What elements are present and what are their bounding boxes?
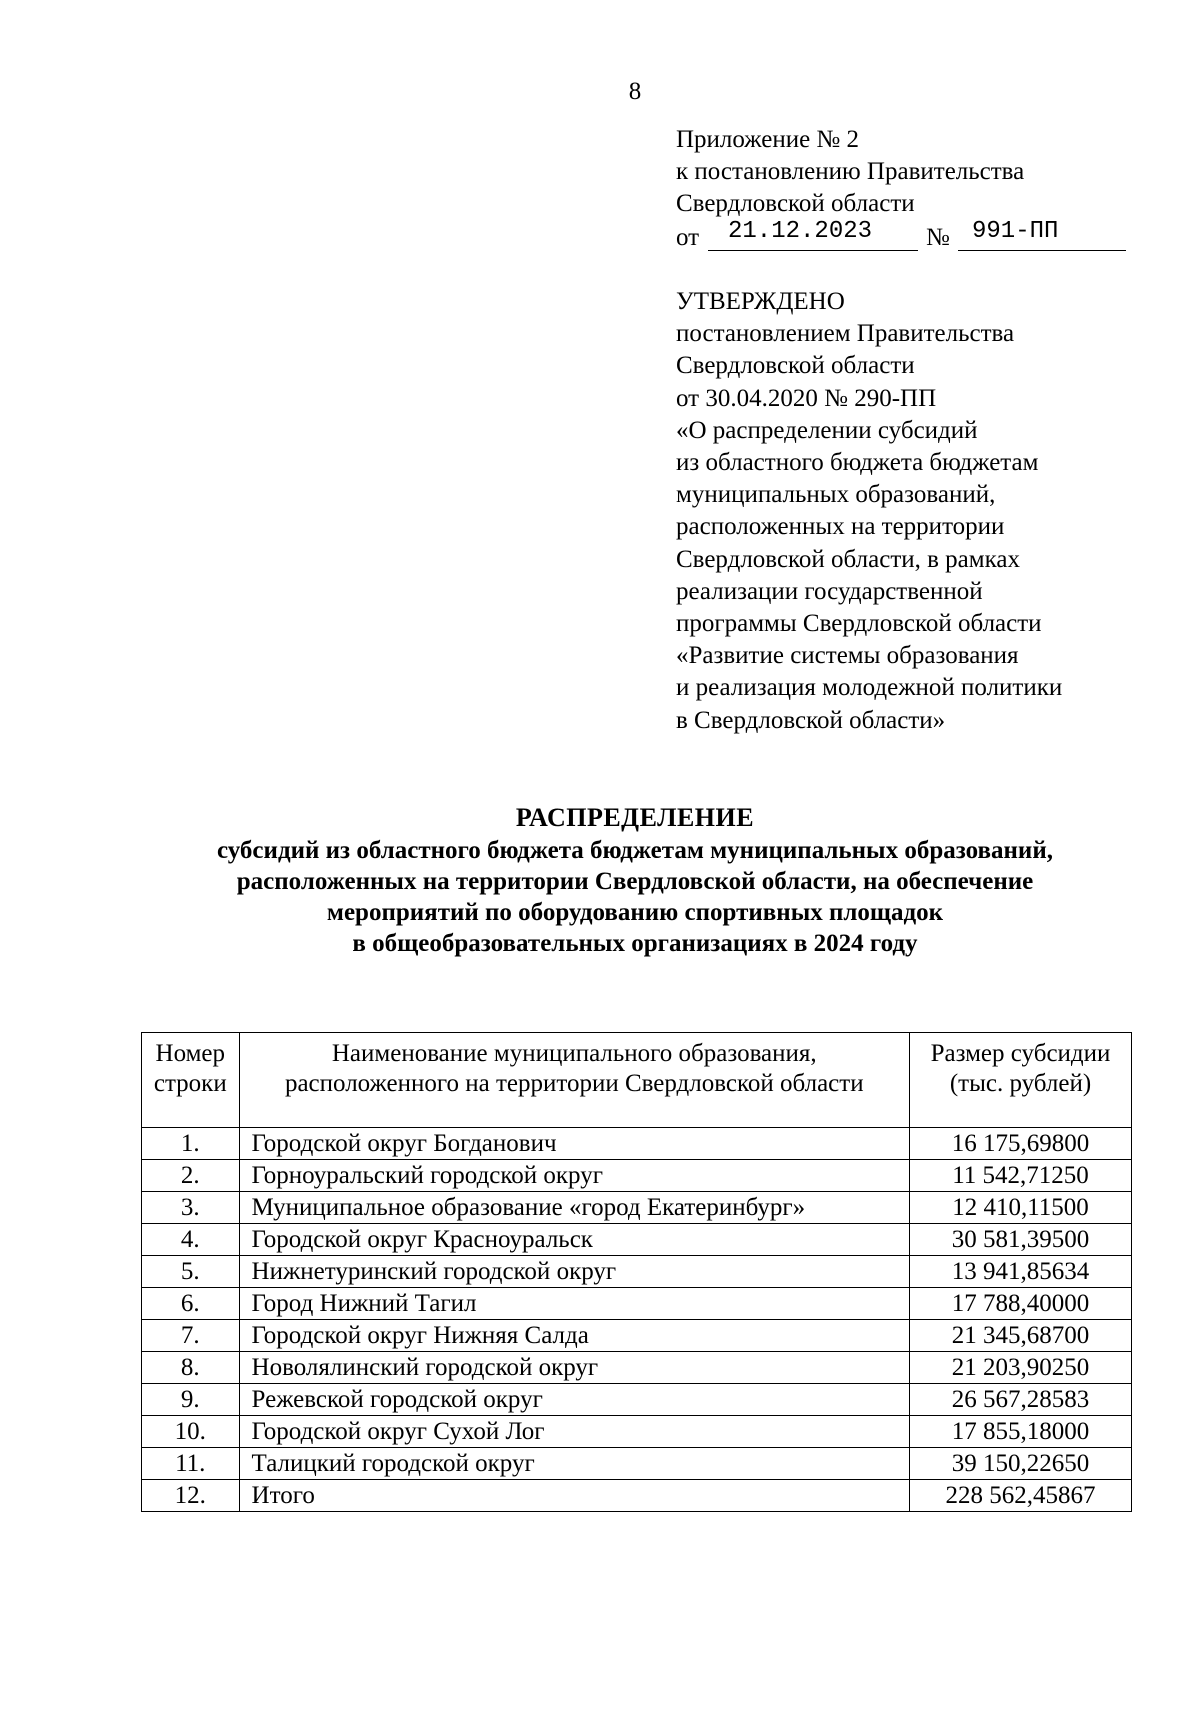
row-amount: 228 562,45867 [910,1480,1132,1512]
row-amount: 21 345,68700 [910,1320,1132,1352]
row-amount: 11 542,71250 [910,1160,1132,1192]
header-text: Номер [155,1040,226,1067]
row-num: 5. [142,1256,240,1288]
table-row [142,1384,1132,1416]
page-number: 8 [628,78,642,105]
document-title [0,802,1200,959]
approved-line: расположенных на территории [676,513,1005,541]
row-name: Режевской городской округ [239,1384,909,1416]
row-name: Новолялинский городской округ [239,1352,909,1384]
approved-line: муниципальных образований, [676,481,996,509]
row-amount: 17 855,18000 [910,1416,1132,1448]
approved-line: Свердловской области, в рамках [676,545,1020,573]
number-value: 991-ПП [972,218,1059,245]
date-field [708,220,918,251]
row-num: 8. [142,1352,240,1384]
header-text: (тыс. рублей) [949,1070,1092,1097]
table-header-row [142,1033,1132,1128]
row-name: Городской округ Нижняя Салда [239,1320,909,1352]
table-row [142,1224,1132,1256]
table-row [142,1192,1132,1224]
title-line: мероприятий по оборудованию спортивных площадок [326,899,944,926]
approved-line: «Развитие системы образования [676,642,1019,670]
approved-line: УТВЕРЖДЕНО [676,288,845,315]
number-field [958,220,1126,251]
table-row [142,1352,1132,1384]
title-heading: РАСПРЕДЕЛЕНИЕ [515,803,755,832]
row-num: 1. [142,1128,240,1160]
table-row [142,1416,1132,1448]
row-name: Итого [239,1480,909,1512]
row-amount: 13 941,85634 [910,1256,1132,1288]
row-num: 12. [142,1480,240,1512]
row-name: Талицкий городской округ [239,1448,909,1480]
table-row [142,1128,1132,1160]
header-amount [910,1033,1132,1128]
row-num: 11. [142,1448,240,1480]
appendix-block [676,124,1059,254]
row-num: 9. [142,1384,240,1416]
row-num: 7. [142,1320,240,1352]
title-line: расположенных на территории Свердловской области, на обеспечение [236,868,1034,895]
table-row [142,1256,1132,1288]
approved-line: Свердловской области [676,352,915,380]
appendix-line: Приложение № 2 [676,126,860,153]
row-amount: 12 410,11500 [910,1192,1132,1224]
table-row-total [142,1480,1132,1512]
appendix-line: к постановлению Правительства [676,158,1025,185]
row-num: 4. [142,1224,240,1256]
title-line: субсидий из областного бюджета бюджетам муниципальных образований, [217,837,1053,864]
header-text: Размер субсидии [930,1040,1111,1067]
date-value: 21.12.2023 [728,218,873,245]
header-text: расположенного на территории Свердловской области [284,1070,864,1097]
number-label: № [926,224,950,251]
row-name: Городской округ Богданович [239,1128,909,1160]
header-text: Наименование муниципального образования, [331,1040,817,1067]
row-num: 3. [142,1192,240,1224]
table-row [142,1160,1132,1192]
appendix-line: Свердловской области [676,190,915,217]
header-num [142,1033,240,1128]
table-row [142,1448,1132,1480]
distribution-table [141,1032,1132,1512]
approved-line: из областного бюджета бюджетам [676,449,1039,477]
row-amount: 30 581,39500 [910,1224,1132,1256]
table-row [142,1320,1132,1352]
row-amount: 26 567,28583 [910,1384,1132,1416]
row-amount: 39 150,22650 [910,1448,1132,1480]
row-amount: 17 788,40000 [910,1288,1132,1320]
approved-line: программы Свердловской области [676,610,1042,638]
approved-line: в Свердловской области» [676,706,946,734]
approved-line: реализации государственной [676,577,983,605]
row-num: 2. [142,1160,240,1192]
header-name [239,1033,909,1128]
header-text: строки [153,1070,227,1097]
row-amount: 21 203,90250 [910,1352,1132,1384]
row-name: Городской округ Красноуральск [239,1224,909,1256]
appendix-date-line [676,218,1059,254]
date-prefix: от [676,224,700,251]
row-num: 10. [142,1416,240,1448]
row-name: Нижнетуринский городской округ [239,1256,909,1288]
approved-line: от 30.04.2020 № 290-ПП [676,384,937,412]
title-line: в общеобразовательных организациях в 2024 году [352,930,918,957]
approved-block [676,286,1062,737]
row-name: Муниципальное образование «город Екатеринбург» [239,1192,909,1224]
table-row [142,1288,1132,1320]
row-amount: 16 175,69800 [910,1128,1132,1160]
row-name: Горноуральский городской округ [239,1160,909,1192]
row-num: 6. [142,1288,240,1320]
approved-line: постановлением Правительства [676,320,1015,348]
row-name: Городской округ Сухой Лог [239,1416,909,1448]
approved-line: и реализация молодежной политики [676,674,1063,702]
approved-line: «О распределении субсидий [676,416,978,444]
row-name: Город Нижний Тагил [239,1288,909,1320]
